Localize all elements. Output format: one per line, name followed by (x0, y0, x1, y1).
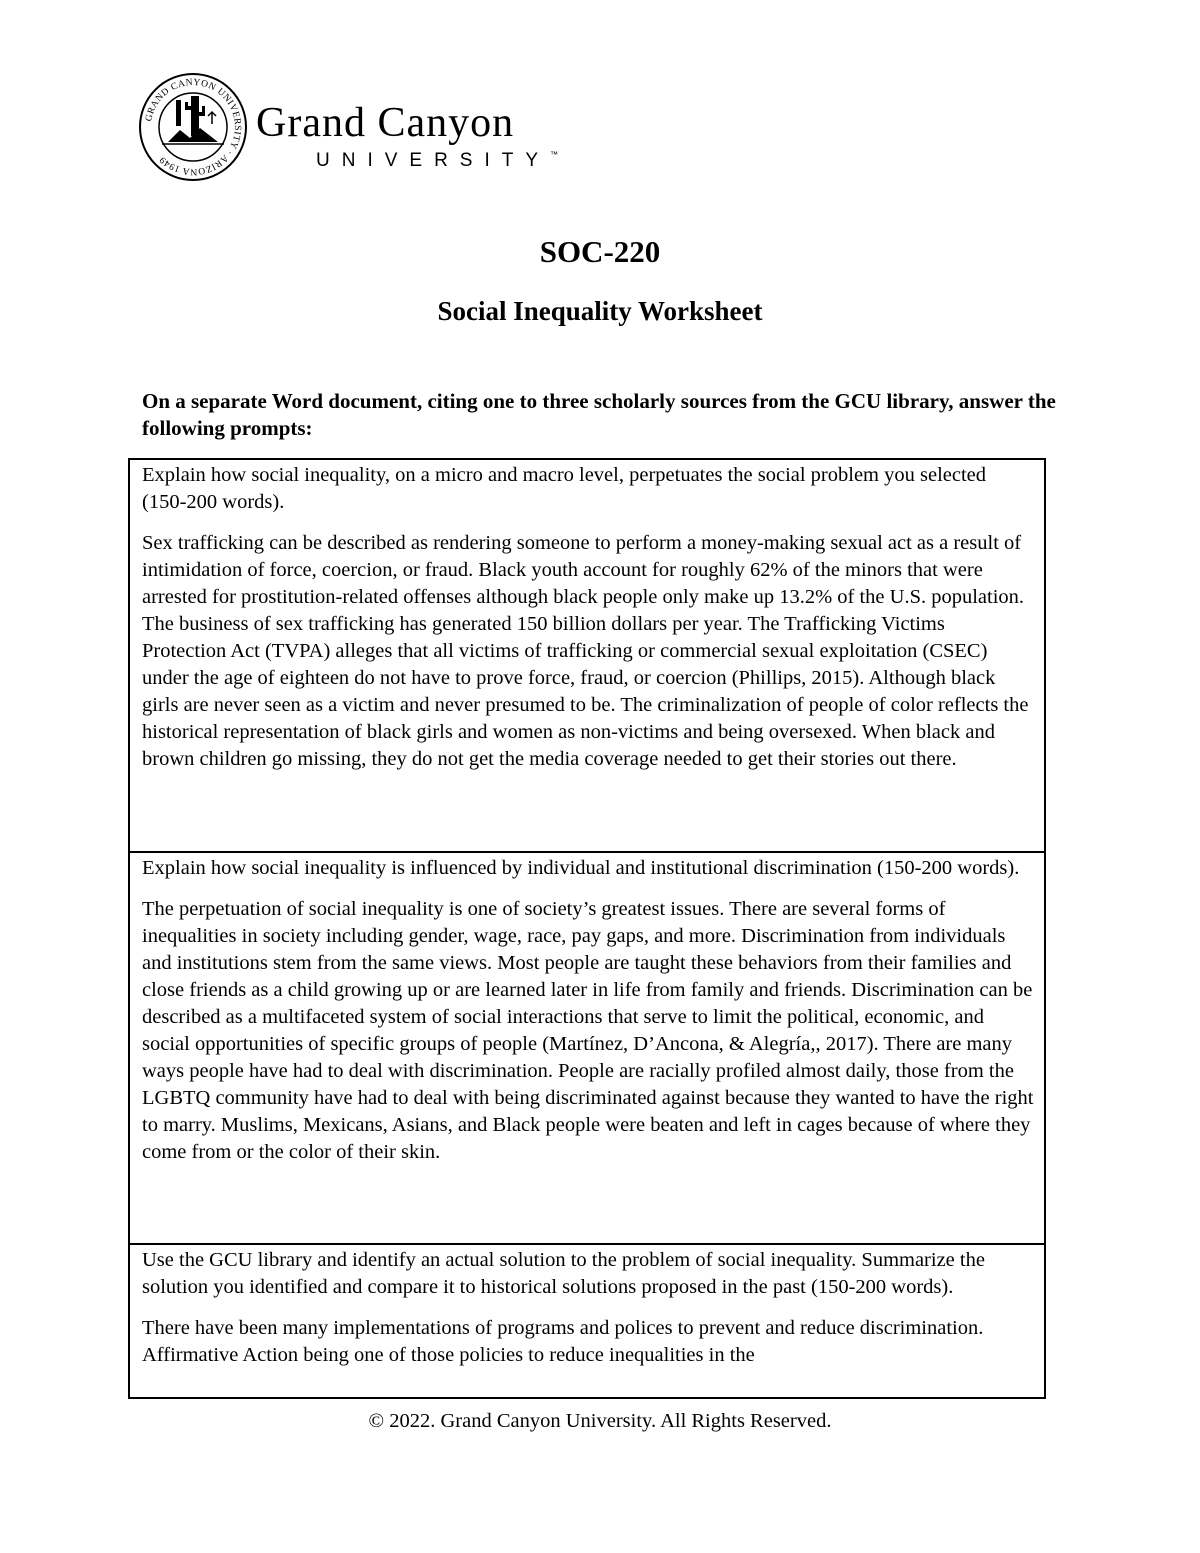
worksheet-title: Social Inequality Worksheet (437, 296, 763, 326)
wordmark-subtitle (316, 150, 558, 172)
answer-3: There have been many implementations of programs and polices to prevent and reduce discrimination. Affirmative Action being one of those policies to reduce inequalities in the (142, 1317, 984, 1366)
prompt-3: Use the GCU library and identify an actual solution to the problem of social inequality. Summarize the solution you identified and compare it to historical solutions proposed in the past (150-200 words). (142, 1249, 985, 1298)
prompt-1: Explain how social inequality, on a micro and macro level, perpetuates the social problem you selected (150-200 words). (142, 464, 987, 513)
copyright-footer: © 2022. Grand Canyon University. All Rights Reserved. (368, 1410, 832, 1432)
wordmark-university: UNIVERSITY (316, 150, 551, 171)
prompt-cell-2 (130, 853, 1044, 1245)
svg-text:GRAND CANYON UNIVERSITY · ARIZ: GRAND CANYON UNIVERSITY · ARIZONA 1949 (144, 77, 243, 177)
university-logo (138, 72, 618, 182)
wordmark-name: Grand Canyon (256, 100, 515, 146)
prompts-table (128, 458, 1046, 1399)
trademark-symbol: ™ (550, 150, 559, 159)
prompt-2: Explain how social inequality is influenced by individual and institutional discrimination (150-200 words). (142, 857, 1020, 879)
answer-1: Sex trafficking can be described as rendering someone to perform a money-making sexual act as a result of intimidation of force, coercion, or fraud. Black youth account for roughly 62% of the minors that were arrested for prostitution-related offenses although black people only make up 13.2% of the U.S. population. The business of sex trafficking has generated 150 billion dollars per year. The Trafficking Victims Protection Act (TVPA) alleges that all victims of trafficking or commercial sexual exploitation (CSEC) under the age of eighteen do not have to prove force, fraud, or coercion (Phillips, 2015). Although black girls are never seen as a victim and never presumed to be. The criminalization of people of color reflects the historical representation of black girls and women as non-victims and being oversexed. When black and brown children go missing, they do not get the media coverage needed to get their stories out there. (142, 532, 1029, 770)
instructions: On a separate Word document, citing one to three scholarly sources from the GCU library, answer the following prompts: (142, 389, 1056, 440)
course-code: SOC-220 (539, 234, 661, 269)
university-seal-icon (138, 72, 248, 182)
prompt-cell-3 (130, 1245, 1044, 1397)
university-wordmark (256, 102, 558, 172)
answer-2: The perpetuation of social inequality is one of society’s greatest issues. There are several forms of inequalities in society including gender, wage, race, pay gaps, and more. Discrimination from individuals and institutions stem from the same views. Most people are taught these behaviors from their families and close friends as a child growing up or are learned later in life from family and friends. Discrimination can be described as a multifaceted system of social interactions that serve to limit the political, economic, and social opportunities of specific groups of people (Martínez, D’Ancona, & Alegría,, 2017). There are many ways people have had to deal with discrimination. People are racially profiled almost daily, those from the LGBTQ community have had to deal with being discriminated against because they wanted to have the right to marry. Muslims, Mexicans, Asians, and Black people were beaten and left in cages because of where they come from or the color of their skin. (142, 898, 1034, 1163)
prompt-cell-1 (130, 460, 1044, 853)
